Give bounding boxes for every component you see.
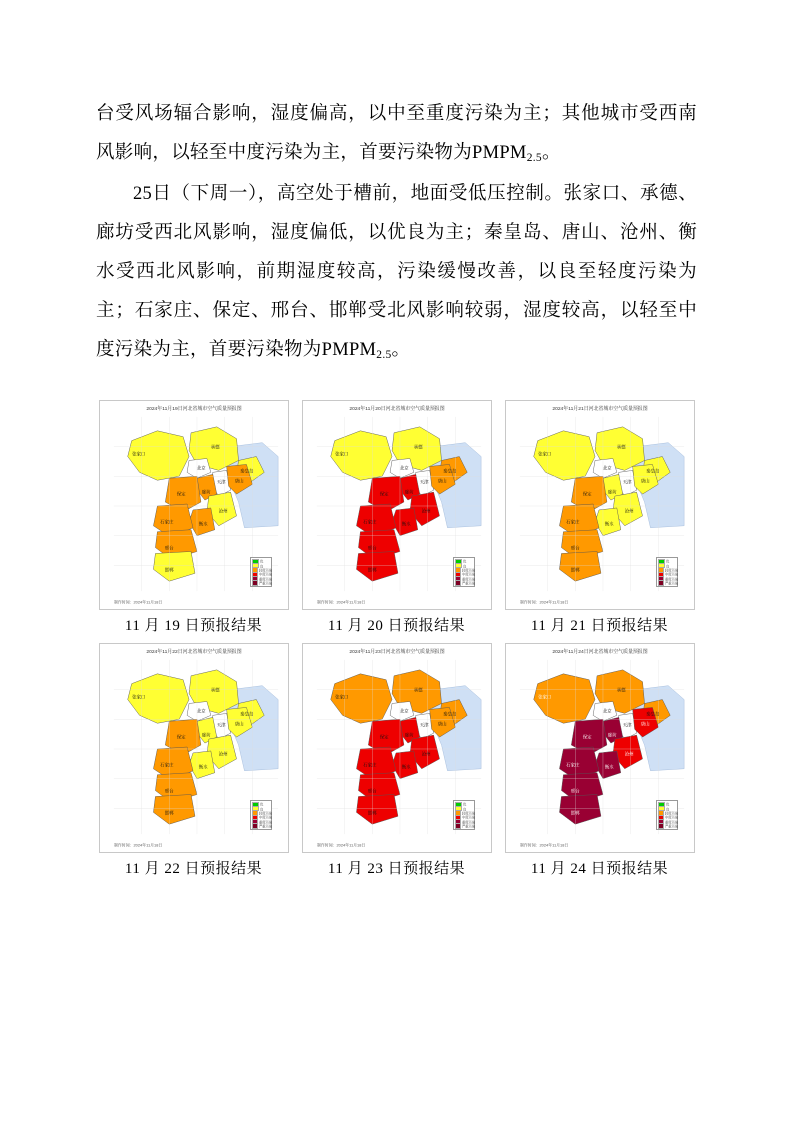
- forecast-map-3: [505, 400, 695, 610]
- figure-caption: 11 月 24 日预报结果: [530, 861, 669, 877]
- legend-label: 重度污染: [665, 820, 679, 825]
- city-label-chengde: 承德: [210, 444, 220, 450]
- city-label-handan: 邯郸: [164, 567, 174, 573]
- city-label-baoding: 保定: [176, 734, 186, 740]
- legend-label: 严重污染: [259, 581, 273, 586]
- map-title: 2024年11月20日河北省城市空气质量预报图: [348, 405, 445, 412]
- legend-swatch-severe: [252, 823, 258, 828]
- city-label-handan: 邯郸: [570, 567, 580, 573]
- legend-swatch-severe: [455, 823, 461, 828]
- city-label-tianjin: 天津: [419, 722, 429, 728]
- paragraph-1-end: 。: [541, 143, 561, 163]
- city-label-beijing: 北京: [399, 708, 409, 714]
- city-label-cangzhou: 沧州: [218, 508, 228, 514]
- city-label-langfang: 廊坊: [201, 732, 211, 738]
- legend-label: 良: [260, 807, 264, 812]
- city-label-shijiazhuang: 石家庄: [159, 762, 173, 768]
- legend-label: 重度污染: [259, 820, 273, 825]
- city-label-beijing: 北京: [196, 708, 206, 714]
- city-label-xingtai: 邢台: [164, 545, 174, 551]
- legend-swatch-severe: [455, 580, 461, 585]
- city-label-xingtai: 邢台: [367, 545, 377, 551]
- map-legend: [250, 800, 272, 830]
- legend-label: 严重污染: [462, 581, 476, 586]
- legend-label: 严重污染: [259, 824, 273, 829]
- city-label-tangshan: 唐山: [437, 478, 447, 484]
- city-label-qinhuangdao: 秦皇岛: [239, 468, 253, 474]
- legend-label: 良: [666, 807, 670, 812]
- figure-cell: [502, 643, 697, 880]
- city-label-chengde: 承德: [616, 687, 626, 693]
- map-legend: [250, 557, 272, 587]
- legend-label: 轻度污染: [462, 811, 476, 816]
- city-label-zhangjiakou: 张家口: [334, 451, 348, 457]
- figure-cell: [96, 400, 291, 637]
- legend-label: 良: [463, 564, 467, 569]
- figure-caption: 11 月 20 日预报结果: [327, 618, 466, 634]
- city-label-handan: 邯郸: [367, 810, 377, 816]
- legend-label: 优: [666, 560, 670, 564]
- city-label-xingtai: 邢台: [164, 788, 174, 794]
- map-legend: [453, 800, 475, 830]
- figure-cell: [502, 400, 697, 637]
- legend-label: 中度污染: [665, 573, 679, 577]
- map-legend: [656, 557, 678, 587]
- forecast-map-4: [99, 643, 289, 853]
- city-label-zhangjiakou: 张家口: [537, 451, 551, 457]
- city-label-shijiazhuang: 石家庄: [565, 762, 579, 768]
- city-label-langfang: 廊坊: [404, 732, 414, 738]
- city-label-cangzhou: 沧州: [218, 751, 228, 757]
- legend-label: 轻度污染: [665, 568, 679, 573]
- legend-label: 优: [260, 803, 264, 807]
- city-label-tianjin: 天津: [419, 479, 429, 485]
- city-label-langfang: 廊坊: [404, 489, 414, 495]
- figure-caption: 11 月 21 日预报结果: [530, 618, 669, 634]
- city-label-baoding: 保定: [582, 734, 592, 740]
- city-label-qinhuangdao: 秦皇岛: [239, 711, 253, 717]
- city-label-tangshan: 唐山: [234, 721, 244, 727]
- map-legend: [453, 557, 475, 587]
- figure-cell: [96, 643, 291, 880]
- pm25-subscript-1: $PM_{2.5}$: [499, 143, 542, 165]
- city-label-hengshui: 衡水: [604, 764, 614, 770]
- legend-label: 严重污染: [665, 824, 679, 829]
- city-label-tianjin: 天津: [216, 479, 226, 485]
- city-label-langfang: 廊坊: [201, 489, 211, 495]
- city-label-xingtai: 邢台: [570, 545, 580, 551]
- map-title: 2024年11月22日河北省城市空气质量预报图: [145, 648, 242, 655]
- city-label-zhangjiakou: 张家口: [334, 694, 348, 700]
- forecast-map-5: [302, 643, 492, 853]
- legend-swatch-severe: [658, 823, 664, 828]
- pm25-subscript-2: $PM_{2.5}$: [348, 340, 392, 362]
- city-label-baoding: 保定: [176, 491, 186, 497]
- legend-label: 优: [463, 560, 467, 564]
- city-label-shijiazhuang: 石家庄: [565, 519, 579, 525]
- legend-item: [658, 581, 679, 586]
- city-label-langfang: 廊坊: [607, 489, 617, 495]
- legend-label: 优: [463, 803, 467, 807]
- city-label-beijing: 北京: [602, 708, 612, 714]
- forecast-map-1: [99, 400, 289, 610]
- city-label-beijing: 北京: [196, 465, 206, 471]
- map-stamp: 制作时间：2024年11月18日: [519, 842, 568, 848]
- city-label-tianjin: 天津: [622, 479, 632, 485]
- city-label-handan: 邯郸: [367, 567, 377, 573]
- city-label-hengshui: 衡水: [198, 764, 208, 770]
- city-label-shijiazhuang: 石家庄: [159, 519, 173, 525]
- figure-caption: 11 月 23 日预报结果: [327, 861, 466, 877]
- map-stamp: 制作时间：2024年11月18日: [113, 842, 162, 848]
- city-label-handan: 邯郸: [570, 810, 580, 816]
- legend-label: 重度污染: [259, 577, 273, 582]
- legend-label: 轻度污染: [462, 568, 476, 573]
- figure-cell: [299, 643, 494, 880]
- legend-label: 中度污染: [665, 816, 679, 820]
- legend-label: 良: [666, 564, 670, 569]
- city-label-tianjin: 天津: [216, 722, 226, 728]
- legend-label: 重度污染: [462, 577, 476, 582]
- legend-label: 优: [260, 560, 264, 564]
- legend-label: 严重污染: [462, 824, 476, 829]
- city-label-handan: 邯郸: [164, 810, 174, 816]
- city-label-xingtai: 邢台: [570, 788, 580, 794]
- city-label-cangzhou: 沧州: [624, 751, 634, 757]
- legend-item: [455, 581, 476, 586]
- legend-item: [455, 824, 476, 829]
- legend-label: 重度污染: [462, 820, 476, 825]
- legend-item: [658, 824, 679, 829]
- legend-swatch-severe: [658, 580, 664, 585]
- legend-label: 重度污染: [665, 577, 679, 582]
- map-title: 2024年11月21日河北省城市空气质量预报图: [551, 405, 648, 412]
- paragraph-2-end: 。: [391, 340, 411, 360]
- city-label-zhangjiakou: 张家口: [131, 694, 145, 700]
- city-label-baoding: 保定: [582, 491, 592, 497]
- city-label-hengshui: 衡水: [401, 764, 411, 770]
- city-label-hengshui: 衡水: [198, 521, 208, 527]
- city-label-cangzhou: 沧州: [624, 508, 634, 514]
- forecast-map-2: [302, 400, 492, 610]
- city-label-chengde: 承德: [413, 687, 423, 693]
- figure-cell: [299, 400, 494, 637]
- city-label-qinhuangdao: 秦皇岛: [645, 468, 659, 474]
- city-label-xingtai: 邢台: [367, 788, 377, 794]
- paragraph-2: [96, 175, 697, 372]
- map-legend: [656, 800, 678, 830]
- legend-label: 良: [260, 564, 264, 569]
- city-label-hengshui: 衡水: [401, 521, 411, 527]
- city-label-tianjin: 天津: [622, 722, 632, 728]
- legend-item: [252, 581, 273, 586]
- legend-label: 严重污染: [665, 581, 679, 586]
- city-label-cangzhou: 沧州: [421, 751, 431, 757]
- legend-label: 轻度污染: [665, 811, 679, 816]
- city-label-qinhuangdao: 秦皇岛: [442, 711, 456, 717]
- city-label-shijiazhuang: 石家庄: [362, 519, 376, 525]
- forecast-map-grid: [96, 400, 697, 880]
- legend-label: 轻度污染: [259, 811, 273, 816]
- forecast-map-6: [505, 643, 695, 853]
- city-label-cangzhou: 沧州: [421, 508, 431, 514]
- map-stamp: 制作时间：2024年11月18日: [113, 599, 162, 605]
- map-stamp: 制作时间：2024年11月18日: [316, 842, 365, 848]
- city-label-qinhuangdao: 秦皇岛: [442, 468, 456, 474]
- legend-swatch-severe: [252, 580, 258, 585]
- city-label-zhangjiakou: 张家口: [131, 451, 145, 457]
- legend-label: 良: [463, 807, 467, 812]
- legend-item: [252, 824, 273, 829]
- map-title: 2024年11月24日河北省城市空气质量预报图: [551, 648, 648, 655]
- paragraph-2-text: 25日（下周一），高空处于槽前，地面受低压控制。张家口、承德、廊坊受西北风影响，湿度偏低，以优良为主；秦皇岛、唐山、沧州、衡水受西北风影响，前期湿度较高，污染缓慢改善，以良至轻度污染为主；石家庄、保定、邢台、邯郸受北风影响较弱，湿度较高，以轻至中度污染为主，首要污染物为PM: [96, 184, 697, 360]
- city-label-beijing: 北京: [602, 465, 612, 471]
- legend-label: 中度污染: [462, 573, 476, 577]
- city-label-tangshan: 唐山: [234, 478, 244, 484]
- city-label-tangshan: 唐山: [640, 478, 650, 484]
- figure-caption: 11 月 22 日预报结果: [124, 861, 263, 877]
- city-label-langfang: 廊坊: [607, 732, 617, 738]
- city-label-qinhuangdao: 秦皇岛: [645, 711, 659, 717]
- legend-label: 优: [666, 803, 670, 807]
- map-title: 2024年11月19日河北省城市空气质量预报图: [145, 405, 242, 412]
- city-label-hengshui: 衡水: [604, 521, 614, 527]
- city-label-beijing: 北京: [399, 465, 409, 471]
- paragraph-1: [96, 95, 697, 175]
- legend-label: 中度污染: [462, 816, 476, 820]
- map-stamp: 制作时间：2024年11月18日: [519, 599, 568, 605]
- city-label-chengde: 承德: [413, 444, 423, 450]
- city-label-baoding: 保定: [379, 734, 389, 740]
- legend-label: 中度污染: [259, 816, 273, 820]
- city-label-chengde: 承德: [616, 444, 626, 450]
- city-label-shijiazhuang: 石家庄: [362, 762, 376, 768]
- city-label-tangshan: 唐山: [640, 721, 650, 727]
- legend-label: 轻度污染: [259, 568, 273, 573]
- city-label-tangshan: 唐山: [437, 721, 447, 727]
- legend-label: 中度污染: [259, 573, 273, 577]
- city-label-baoding: 保定: [379, 491, 389, 497]
- city-label-chengde: 承德: [210, 687, 220, 693]
- city-label-zhangjiakou: 张家口: [537, 694, 551, 700]
- map-stamp: 制作时间：2024年11月18日: [316, 599, 365, 605]
- paragraph-1-text: 台受风场辐合影响，湿度偏高，以中至重度污染为主；其他城市受西南风影响，以轻至中度污染为主，首要污染物为PM: [96, 104, 697, 163]
- figure-caption: 11 月 19 日预报结果: [124, 618, 263, 634]
- map-title: 2024年11月23日河北省城市空气质量预报图: [348, 648, 445, 655]
